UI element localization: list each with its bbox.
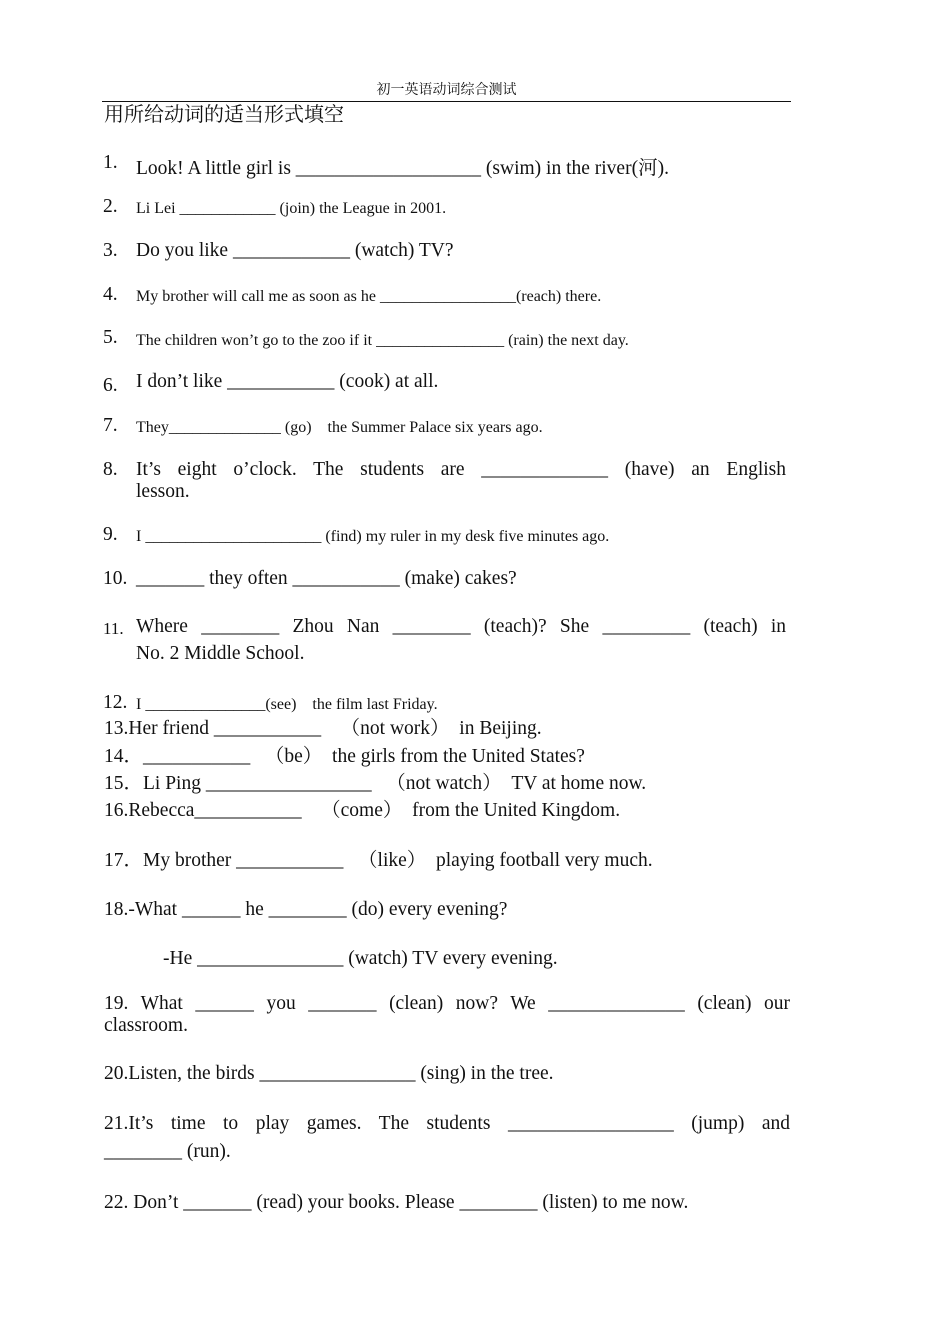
question-text: Where ________ Zhou Nan ________ (teach)? She _________ (teach) in — [136, 616, 786, 637]
question-number: 10. — [103, 568, 128, 589]
question-number: 11. — [103, 619, 124, 638]
question-text: I don’t like ___________ (cook) at all. — [136, 371, 439, 392]
question-14: 14．___________ （be） the girls from the United States? — [104, 746, 585, 767]
question-number: 4. — [103, 284, 118, 305]
question-text: Li Lei ____________ (join) the League in 2001. — [136, 200, 447, 217]
question-number: 7. — [103, 415, 118, 436]
question-18-answer: -He _______________ (watch) TV every evening. — [163, 948, 558, 969]
question-13: 13.Her friend ___________ （not work） in Beijing. — [104, 718, 542, 739]
instruction: 用所给动词的适当形式填空 — [104, 102, 344, 126]
question-number: 5. — [103, 327, 118, 348]
question-19-cont: classroom. — [104, 1015, 188, 1036]
question-number: 2. — [103, 196, 118, 217]
question-text: I _______________(see) the film last Friday. — [136, 696, 438, 713]
question-21: 21.It’s time to play games. The students _________________ (jump) and — [104, 1113, 790, 1134]
question-text: Look! A little girl is ___________________ (swim) in the river(河). — [136, 158, 669, 179]
question-21-cont: ________ (run). — [104, 1141, 231, 1162]
question-number: 9. — [103, 524, 118, 545]
question-text: The children won’t go to the zoo if it ________________ (rain) the next day. — [136, 332, 629, 349]
question-number: 3. — [103, 240, 118, 261]
page-header: 初一英语动词综合测试 — [102, 80, 791, 102]
question-number: 12. — [103, 692, 128, 713]
question-number: 6. — [103, 375, 118, 396]
question-text: I ______________________ (find) my ruler in my desk five minutes ago. — [136, 528, 610, 545]
question-20: 20.Listen, the birds ________________ (sing) in the tree. — [104, 1063, 554, 1084]
question-text: It’s eight o’clock. The students are _____________ (have) an English — [136, 459, 786, 480]
question-15: 15．Li Ping _________________ （not watch） TV at home now. — [104, 773, 647, 794]
question-number: 8. — [103, 459, 118, 480]
question-18: 18.-What ______ he ________ (do) every evening? — [104, 899, 508, 920]
question-text-cont: lesson. — [136, 481, 190, 502]
question-17: 17．My brother ___________ （like） playing football very much. — [104, 850, 653, 871]
question-text: Do you like ____________ (watch) TV? — [136, 240, 454, 261]
question-16: 16.Rebecca___________ （come） from the United Kingdom. — [104, 800, 621, 821]
question-text: _______ they often ___________ (make) cakes? — [136, 568, 517, 589]
question-text-cont: No. 2 Middle School. — [136, 643, 305, 664]
question-19: 19. What ______ you _______ (clean) now? We ______________ (clean) our — [104, 993, 790, 1014]
question-text: They______________ (go) the Summer Palace six years ago. — [136, 419, 543, 436]
question-number: 1. — [103, 152, 118, 173]
question-22: 22. Don’t _______ (read) your books. Please ________ (listen) to me now. — [104, 1192, 689, 1213]
question-text: My brother will call me as soon as he _________________(reach) there. — [136, 288, 602, 305]
